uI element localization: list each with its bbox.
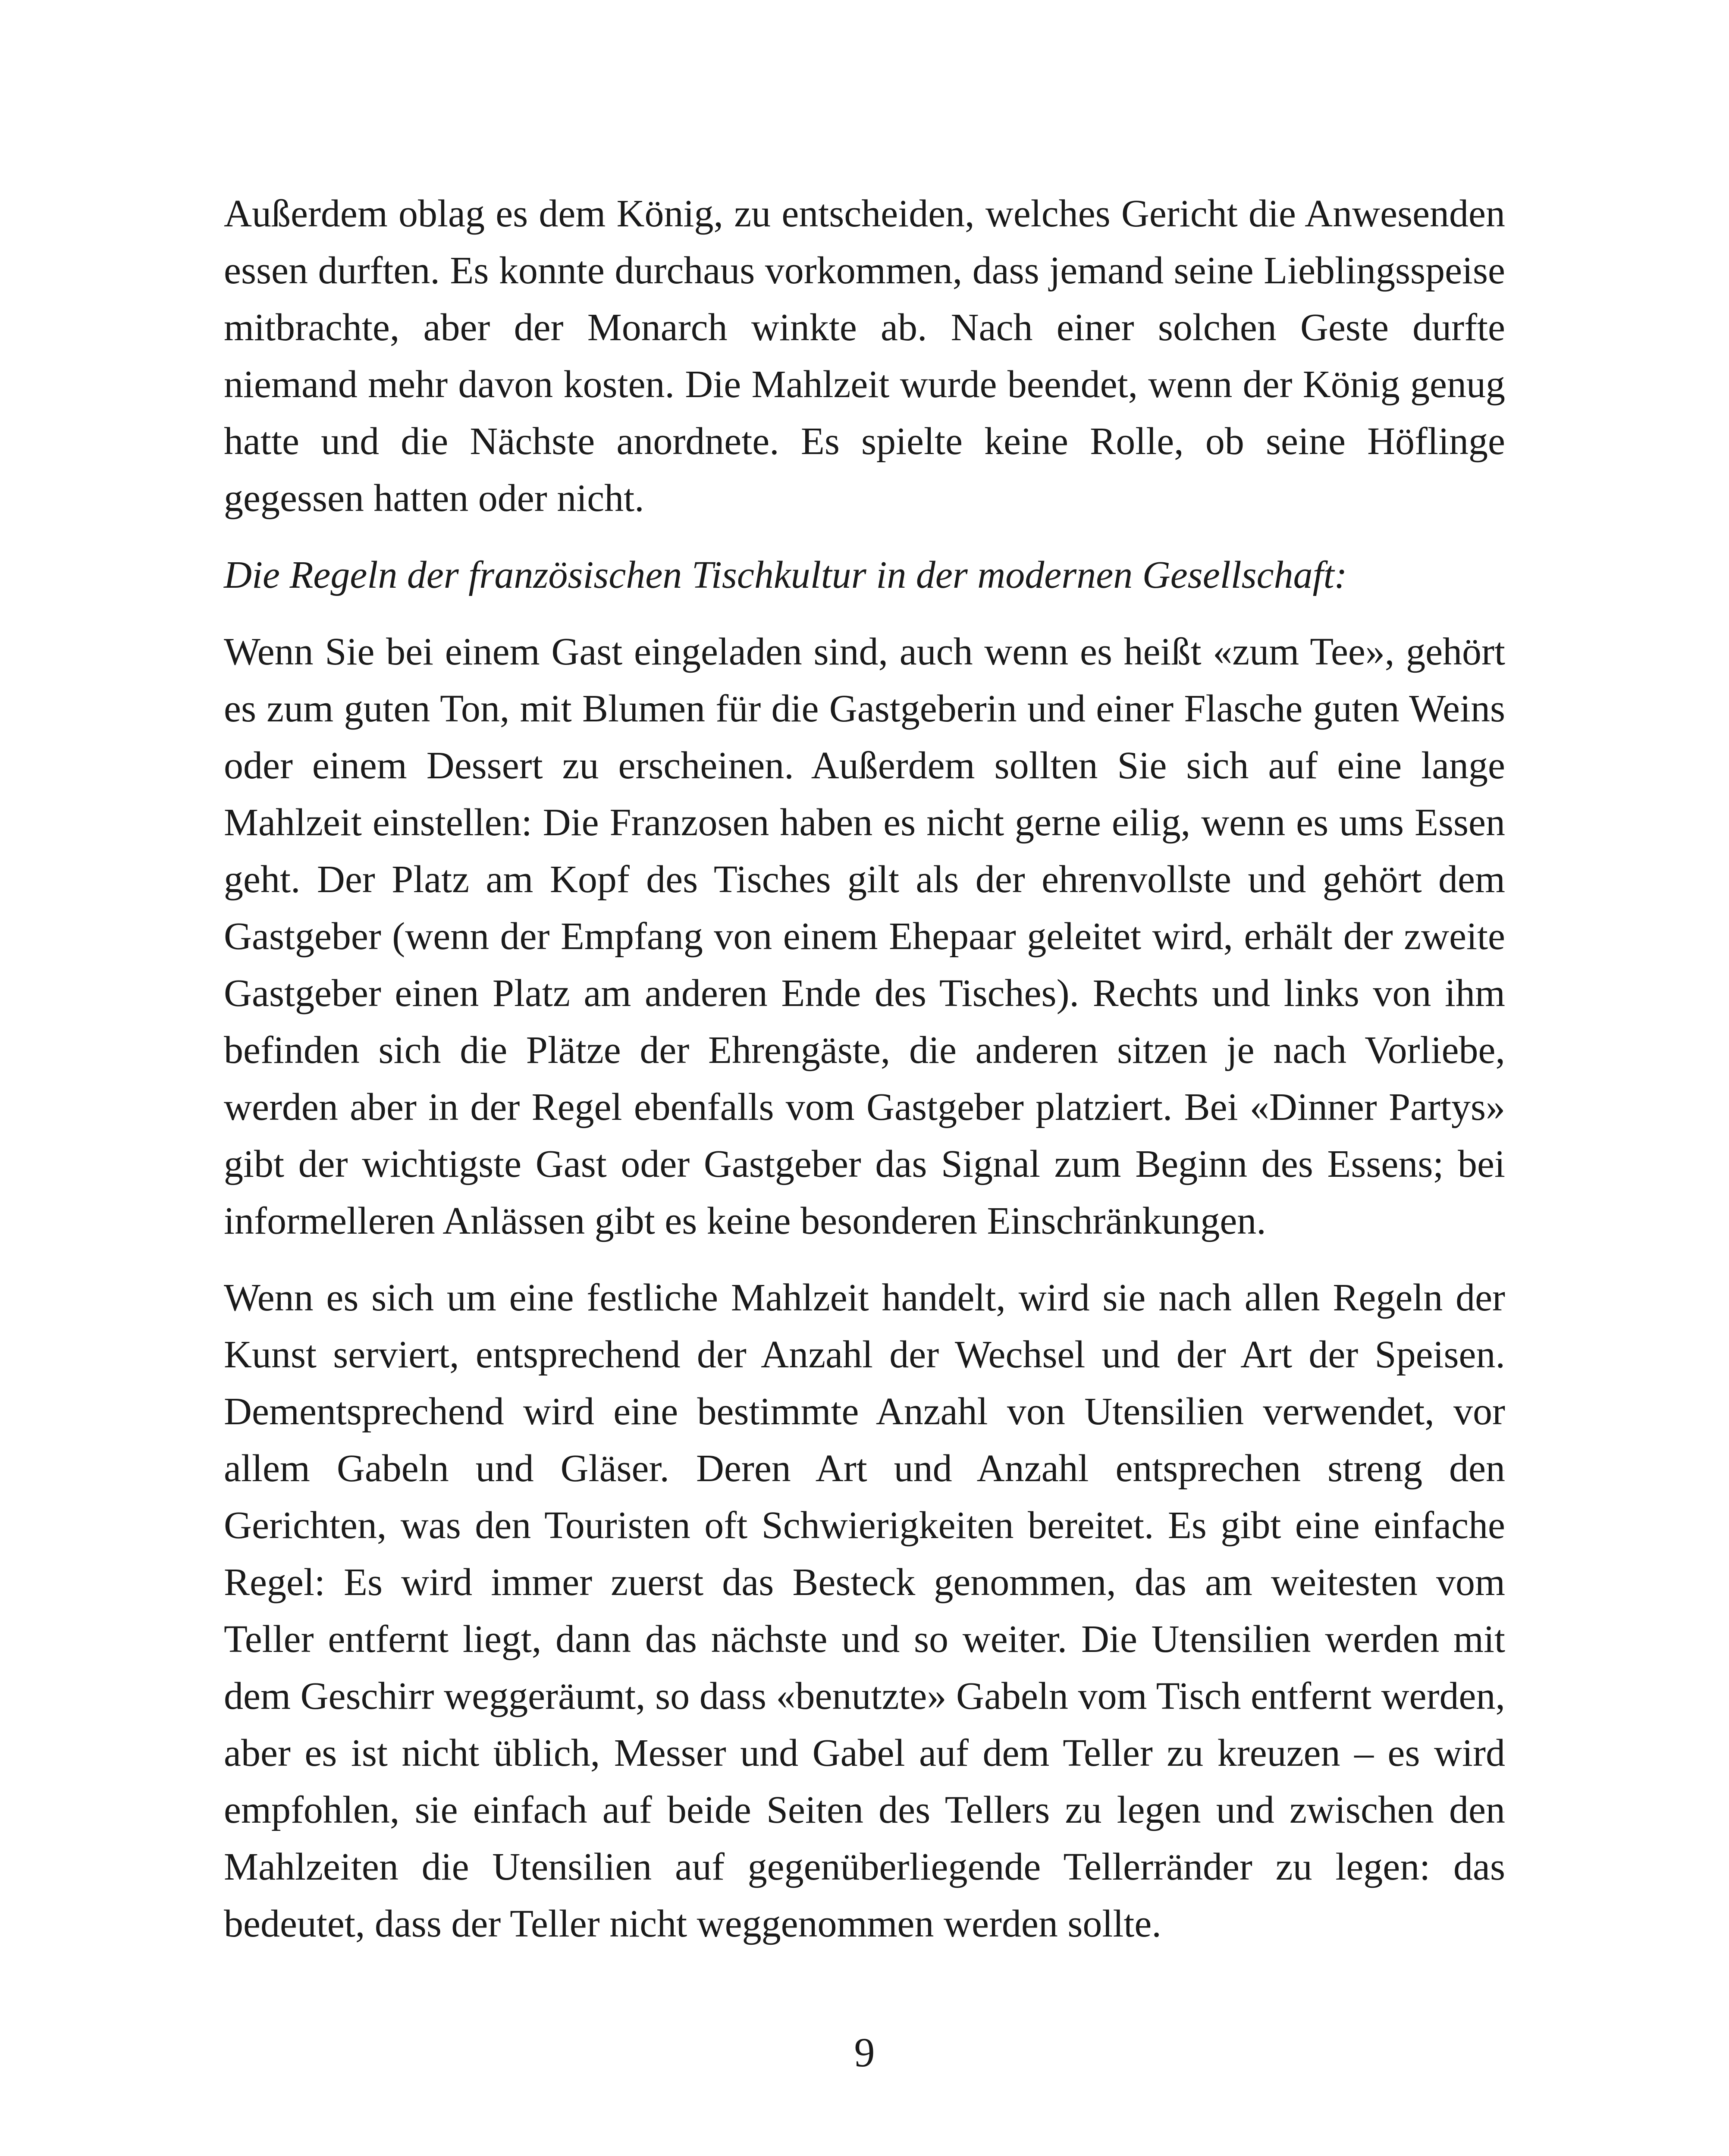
paragraph-guest-etiquette: Wenn Sie bei einem Gast eingeladen sind, auch wenn es heißt «zum Tee», gehört es zum guten Ton, mit Blumen für die Gastgeberin und einer Flasche guten Weins oder einem Dessert zu erscheinen. Außerdem sollten Sie sich auf eine lange Mahlzeit einstellen: Die Franzosen haben es nicht gerne eilig, wenn es ums Essen geht. Der Platz am Kopf des Tisches gilt als der ehrenvollste und gehört dem Gastgeber (wenn der Empfang von einem Ehepaar geleitet wird, erhält der zweite Gastgeber einen Platz am anderen Ende des Tisches). Rechts und links von ihm befinden sich die Plätze der Ehrengäste, die anderen sitzen je nach Vorliebe, werden aber in der Regel ebenfalls vom Gastgeber platziert. Bei «Dinner Partys» gibt der wichtigste Gast oder Gastgeber das Signal zum Beginn des Essens; bei informelleren Anlässen gibt es keine besonderen Einschränkungen.: [224, 630, 1505, 1242]
paragraph-festive-meal-utensils: Wenn es sich um eine festliche Mahlzeit handelt, wird sie nach allen Regeln der Kunst serviert, entsprechend der Anzahl der Wechsel und der Art der Speisen. Dementsprechend wird eine bestimmte Anzahl von Utensilien verwendet, vor allem Gabeln und Gläser. Deren Art und Anzahl entsprechen streng den Gerichten, was den Touristen oft Schwierigkeiten bereitet. Es gibt eine einfache Regel: Es wird immer zuerst das Besteck genommen, das am weitesten vom Teller entfernt liegt, dann das nächste und so weiter. Die Utensilien werden mit dem Geschirr weggeräumt, so dass «benutzte» Gabeln vom Tisch entfernt werden, aber es ist nicht üblich, Messer und Gabel auf dem Teller zu kreuzen – es wird empfohlen, sie einfach auf beide Seiten des Tellers zu legen und zwischen den Mahlzeiten die Utensilien auf gegenüberliegende Tellerränder zu legen: das bedeutet, dass der Teller nicht weggenommen werden sollte.: [224, 1276, 1505, 1945]
section-heading-french-table-rules: Die Regeln der französischen Tischkultur in der modernen Gesellschaft:: [224, 554, 1347, 596]
body-text: [224, 185, 1505, 1972]
page-number: 9: [854, 2029, 875, 2075]
paragraph-king-meals: Außerdem oblag es dem König, zu entscheiden, welches Gericht die Anwesenden essen durften. Es konnte durchaus vorkommen, dass jemand seine Lieblingsspeise mitbrachte, aber der Monarch winkte ab. Nach einer solchen Geste durfte niemand mehr davon kosten. Die Mahlzeit wurde beendet, wenn der König genug hatte und die Nächste anordnete. Es spielte keine Rolle, ob seine Höflinge gegessen hatten oder nicht.: [224, 192, 1505, 520]
